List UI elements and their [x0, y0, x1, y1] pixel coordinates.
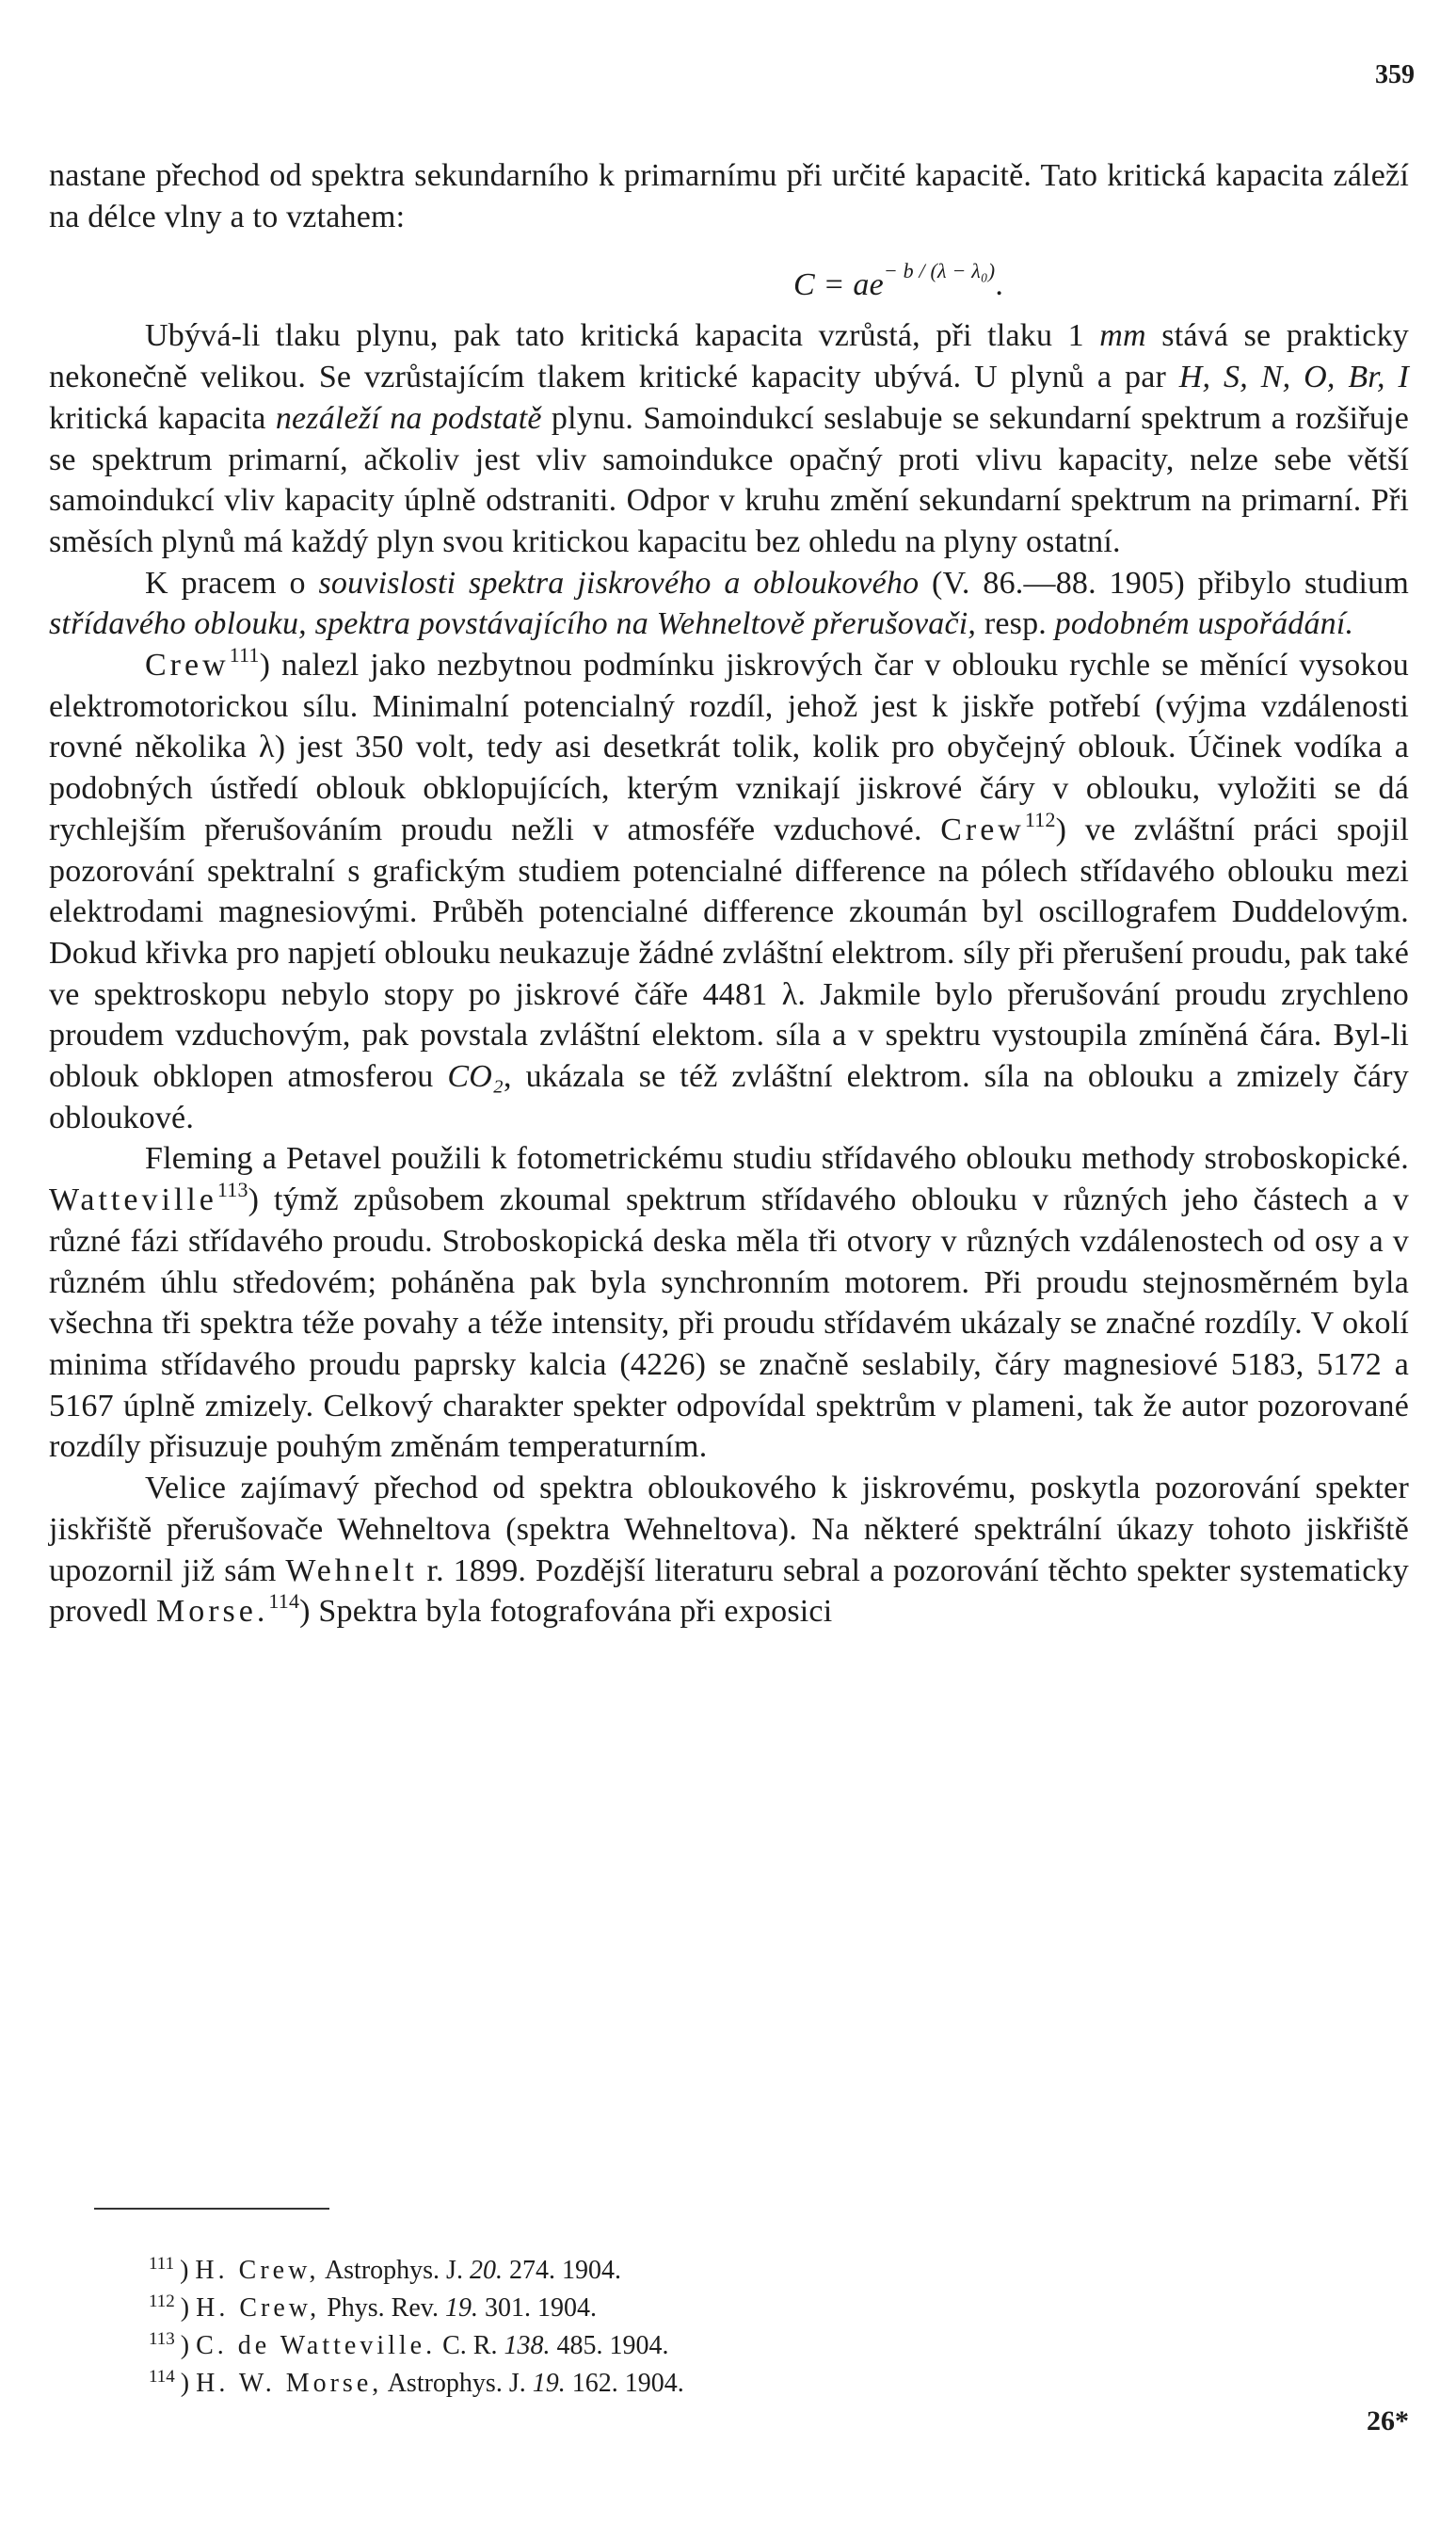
- p6-text-a: Velice zajímavý přechod od spektra obloukového k jiskrovému, poskytla pozorování spekter jiskřiště přerušovače Wehneltova (spektra Wehneltova). Na některé spektrální úkazy tohoto jiskřiště upozornil již sám: [49, 1471, 1409, 1588]
- p2-text-d: plynu. Samoindukcí seslabuje se sekundarní spektrum a rozšiřuje se spektrum primarní, ačkoliv jest vliv samoindukce opačný proti vlivu kapacity, nelze sebe větší samoindukcí vliv kapacity úplně odstraniti. Odpor v kruhu změní sekundarní spektrum na primarní. Při směsích plynů má každý plyn svou kritickou kapacitu bez ohledu na plyny ostatní.: [49, 400, 1409, 559]
- p3-emphasis-3: podobném uspořádání.: [1054, 606, 1354, 642]
- footnote-journal: Astrophys. J.: [319, 2256, 470, 2285]
- p5-author-watteville: Watteville: [49, 1182, 217, 1218]
- p4-author-crew: Crew: [145, 648, 230, 684]
- p6-text-c: ) Spektra byla fotografována při exposici: [299, 1594, 833, 1630]
- footnote-author: H. Crew,: [195, 2256, 320, 2285]
- p2-text-b: stává se prakticky nekonečně velikou. Se vzrůstajícím tlakem kritické kapacity ubývá. U plynů a par: [49, 318, 1409, 395]
- p4-footnote-ref-111: 111: [229, 643, 260, 667]
- p4-text-a: ) nalezl jako nezbytnou podmínku jiskrových čar v oblouku rychle se měnící vysokou elektromotorickou sílu. Minimalní potencialný rozdíl, jehož jest k jiskře potřebí (výjma vzdálenosti rovné několika λ) jest 350 volt, tedy asi desetkrát tolik, kolik pro obyčejný oblouk. Účinek vodíka a podobných ústředí oblouk obklopujících, kterým vznikají jiskrové čáry v oblouku, vyložiti se dá rychlejším přerušováním proudu nežli v atmosféře vzduchové.: [49, 648, 1409, 847]
- footnote-author: H. W. Morse,: [196, 2369, 383, 2398]
- p4-footnote-ref-112: 112: [1024, 807, 1056, 831]
- footnote-volume: 19.: [532, 2369, 566, 2398]
- p2-text-a: Ubývá-li tlaku plynu, pak tato kritická kapacita vzrůstá, při tlaku 1: [145, 318, 1100, 354]
- p3-text-c: resp.: [976, 606, 1055, 642]
- p3-text-b: (V. 86.—88. 1905) přibylo studium: [919, 565, 1409, 601]
- footnotes: [149, 2248, 1372, 2399]
- footnote-pages-year: 301. 1904.: [477, 2293, 597, 2323]
- footnote-volume: 20.: [469, 2256, 503, 2285]
- footnote-111: $^{111}$ ) H. Crew, Astrophys. J. 20. 274. 1904.: [149, 2254, 621, 2285]
- footnote-journal: Phys. Rev.: [320, 2293, 445, 2323]
- formula-exponent: − b / (λ − λ₀): [883, 259, 996, 283]
- paragraph-3: [49, 563, 1409, 645]
- p6-author-morse: Morse.: [155, 1594, 269, 1630]
- footnote-pages-year: 162. 1904.: [565, 2369, 684, 2398]
- p6-author-wehnelt: Wehnelt: [285, 1552, 418, 1588]
- footnote-author: C. de Watteville.: [196, 2331, 437, 2360]
- p5-footnote-ref-113: 113: [216, 1178, 248, 1202]
- footnote-113: $^{113}$ ) C. de Watteville. C. R. 138. 485. 1904.: [149, 2329, 669, 2360]
- page-number: 359: [1375, 60, 1415, 89]
- footnote-pages-year: 485. 1904.: [550, 2331, 669, 2360]
- paragraph-5: [49, 1138, 1409, 1468]
- footnote-volume: 19.: [444, 2293, 478, 2323]
- p5-text-b: ) týmž způsobem zkoumal spektrum střídavého oblouku v různých jeho částech a v různé fázi střídavého proudu. Stroboskopická deska měla tři otvory v různých vzdálenostech od osy a v různém úhlu středovém; poháněna pak byla synchronním motorem. Při proudu stejnosměrném byla všechna tři spektra téže povahy a téže intensity, při proudu střídavém ukázaly se značné rozdíly. V okolí minima střídavého proudu paprsky kalcia (4226) se značně seslabily, čáry magnesiové 5183, 5172 a 5167 úplně zmizely. Celkový charakter spekter odpovídal spektrům v plameni, tak že autor pozorované rozdíly přisuzuje pouhým změnám temperaturním.: [49, 1182, 1409, 1465]
- footnote-mark: 111: [149, 2254, 175, 2274]
- footnote-divider: [94, 2208, 329, 2210]
- footnote-mark: 112: [149, 2292, 175, 2311]
- footnote-volume: 138.: [504, 2331, 551, 2360]
- formula-end: .: [995, 267, 1004, 303]
- p2-text-c: kritická kapacita: [49, 400, 276, 436]
- paragraph-4: [49, 645, 1409, 1138]
- p4-author-crew-2: Crew: [940, 812, 1025, 847]
- footnote-mark: 114: [149, 2367, 175, 2387]
- formula: [49, 249, 1409, 308]
- formula-lhs: C = ae: [792, 267, 884, 303]
- p2-unit-mm: mm: [1099, 318, 1146, 354]
- p6-text-b: r. 1899. Pozdější literaturu sebral a pozorování těchto spekter systematicky provedl: [49, 1552, 1409, 1630]
- p3-emphasis-1: souvislosti spektra jiskrového a obloukového: [318, 565, 920, 601]
- paragraph-2: [49, 315, 1409, 562]
- p3-text-a: K pracem o: [145, 565, 319, 601]
- p6-footnote-ref-114: 114: [268, 1589, 300, 1614]
- paragraph-1: nastane přechod od spektra sekundarního k primarnímu při určité kapacitě. Tato kritická kapacita záleží na délce vlny a to vztahem:: [49, 158, 1409, 234]
- footnote-112: $^{112}$ ) H. Crew, Phys. Rev. 19. 301. 1904.: [149, 2292, 597, 2323]
- footnote-author: H. Crew,: [196, 2293, 321, 2323]
- p2-gases: H, S, N, O, Br, I: [1178, 360, 1409, 395]
- footnote-114: $^{114}$ ) H. W. Morse, Astrophys. J. 19. 162. 1904.: [149, 2367, 684, 2398]
- footnote-pages-year: 274. 1904.: [502, 2256, 621, 2285]
- signature-mark: 26*: [1367, 2405, 1409, 2437]
- body-text: [49, 155, 1409, 1632]
- p4-co2: CO₂: [447, 1059, 504, 1095]
- p4-text-b: ) ve zvláštní práci spojil pozorování spektralní s grafickým studiem potencialné difference na pólech střídavého oblouku mezi elektrodami magnesiovými. Průběh potencialné difference zkoumán byl oscillografem Duddelovým. Dokud křivka pro napjetí oblouku neukazuje žádné zvláštní elektrom. síly při přerušení proudu, pak také ve spektroskopu nebylo stopy po jiskrové čáře 4481 λ. Jakmile bylo přerušování proudu zrychleno proudem vzduchovým, pak povstala zvláštní elektom. síla a v spektru vystoupila zmíněná čára. Byl-li oblouk obklopen atmosferou: [49, 812, 1410, 1095]
- p5-text-a: Fleming a Petavel použili k fotometrickému studiu střídavého oblouku methody stroboskopické.: [145, 1141, 1409, 1177]
- p4-text-c: , ukázala se též zvláštní elektrom. síla na oblouku a zmizely čáry obloukové.: [49, 1059, 1409, 1135]
- p2-emphasis: nezáleží na podstatě: [275, 400, 542, 436]
- footnote-journal: Astrophys. J.: [382, 2369, 533, 2398]
- p3-emphasis-2: střídavého oblouku, spektra povstávajícího na Wehneltově přerušovači,: [49, 606, 977, 642]
- footnote-journal: C. R.: [436, 2331, 504, 2360]
- footnote-mark: 113: [149, 2329, 175, 2349]
- paragraph-6: [49, 1468, 1409, 1632]
